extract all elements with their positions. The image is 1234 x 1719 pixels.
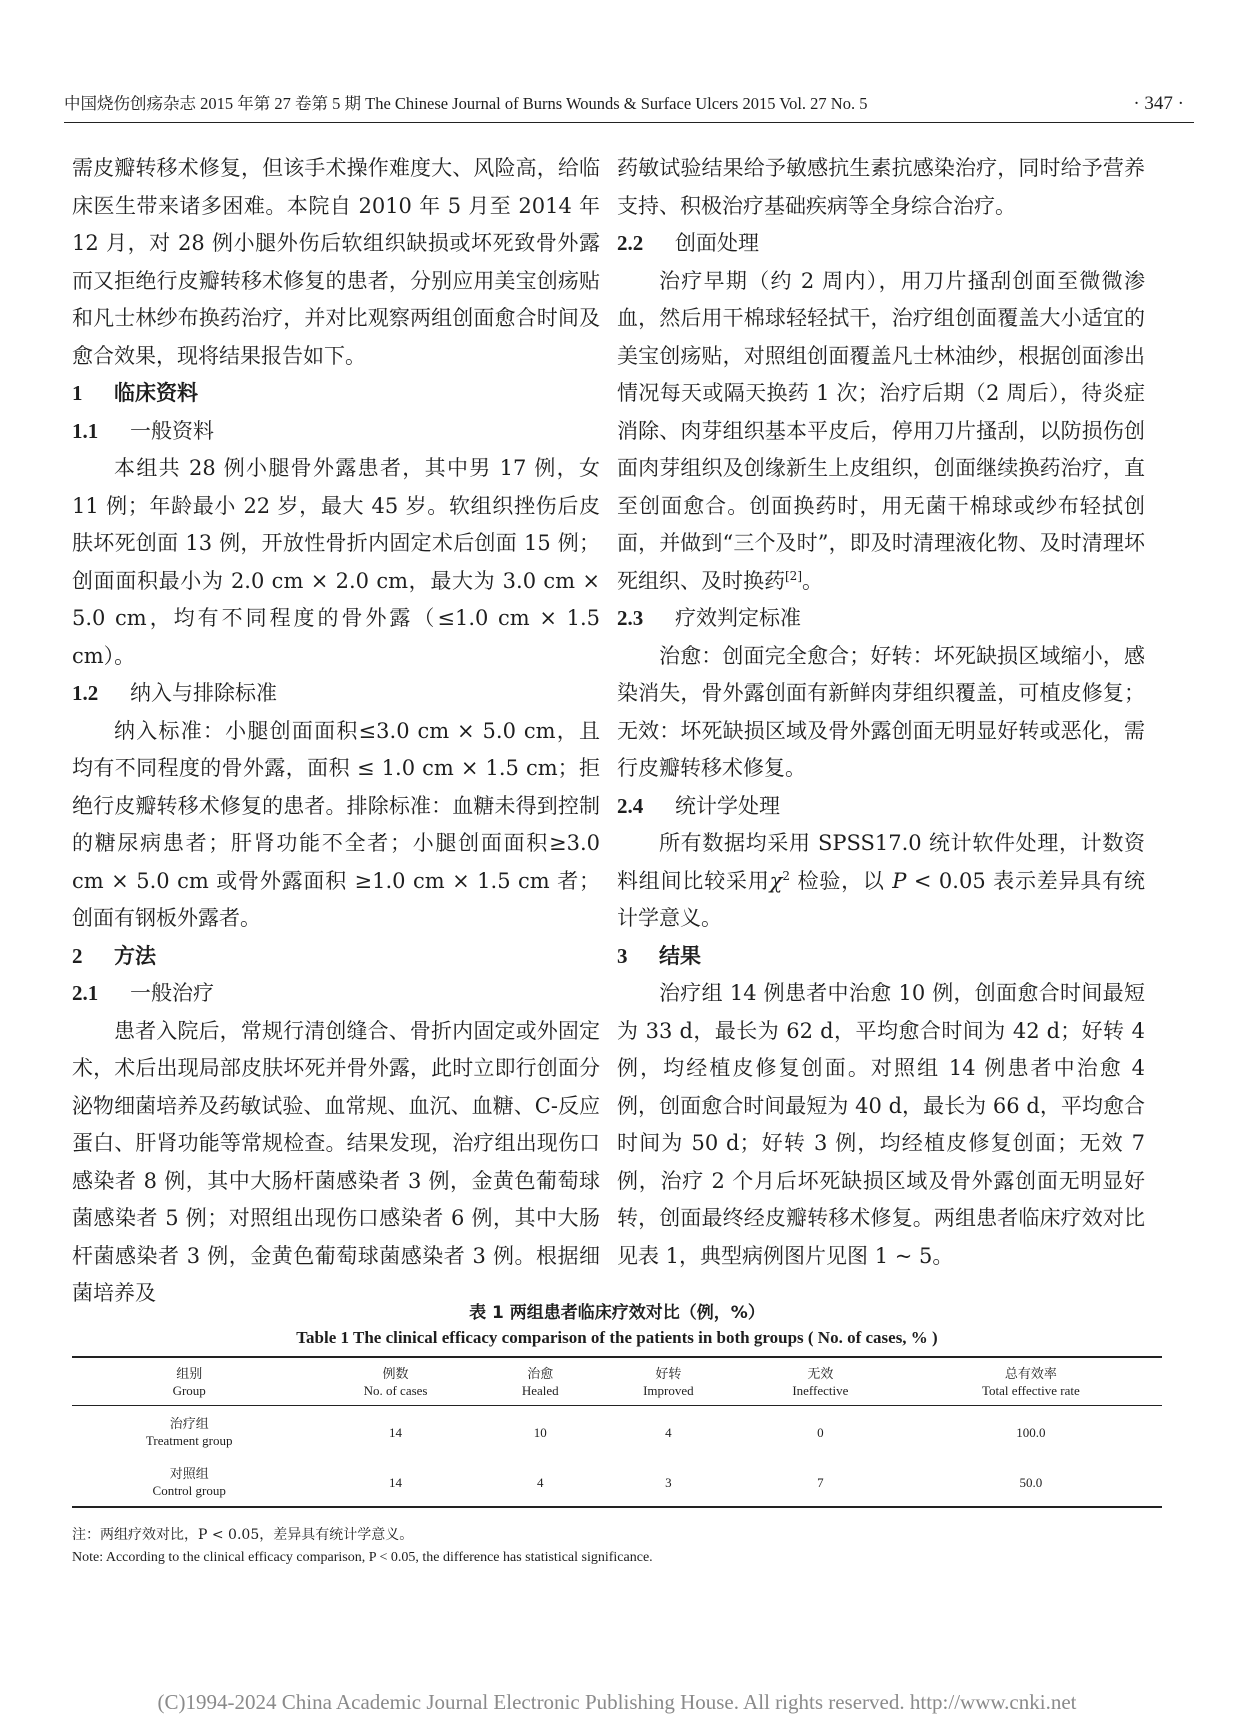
cell-improved: 4: [665, 1424, 672, 1440]
header-en: Group: [172, 1383, 206, 1398]
table-row: [72, 1406, 1162, 1457]
section-number: 2.1: [72, 981, 99, 1005]
copyright-footer: (C)1994-2024 China Academic Journal Electronic Publishing House. All rights reserved. http://www.cnki.net: [157, 1690, 1077, 1714]
section-number: 1.2: [72, 681, 99, 705]
header-en: Healed: [521, 1383, 559, 1398]
table-caption-chinese: 表 1 两组患者临床疗效对比（例，%）: [469, 1303, 765, 1323]
section-number: 2.2: [617, 231, 644, 255]
header-cn: 例数: [382, 1366, 409, 1381]
running-header: [64, 86, 1194, 123]
header-cn: 总有效率: [1004, 1366, 1057, 1381]
section-title: 统计学处理: [675, 793, 780, 818]
section-number: 1: [72, 381, 83, 405]
chi-superscript: 2: [782, 868, 791, 883]
cell-healed: 10: [533, 1424, 547, 1440]
section-1-heading: [72, 375, 600, 413]
header-cn: 无效: [807, 1366, 834, 1381]
header-en: No. of cases: [363, 1383, 428, 1398]
header-total-rate: [900, 1357, 1162, 1406]
section-number: 3: [617, 943, 628, 968]
section-title: 临床资料: [114, 381, 198, 405]
header-cn: 组别: [176, 1366, 203, 1381]
section-title: 一般资料: [130, 418, 214, 443]
section-2-heading: [72, 938, 600, 976]
paragraph-text: 检验，以: [790, 868, 893, 893]
cell-cases: 14: [389, 1474, 403, 1490]
section-2-4-heading: [617, 788, 1145, 826]
journal-running-title: 中国烧伤创疡杂志 2015 年第 27 卷第 5 期 The Chinese Journal of Burns Wounds & Surface Ulcers 2015 Vol. 27 No. 5: [64, 94, 868, 113]
section-title: 结果: [659, 943, 701, 968]
p-symbol: P: [892, 868, 907, 893]
paragraph-text: < 0.05 表示差异具有统计学意义。: [617, 868, 1145, 930]
section-title: 纳入与排除标准: [130, 681, 277, 705]
section-number: 2.4: [617, 793, 644, 818]
group-en: Treatment group: [145, 1433, 233, 1448]
cell-ineffective: 7: [817, 1474, 824, 1490]
section-2-3-paragraph: 治愈：创面完全愈合；好转：坏死缺损区域缩小，感染消失，骨外露创面有新鲜肉芽组织覆盖，可植皮修复；无效：坏死缺损区域及骨外露创面无明显好转或恶化，需行皮瓣转移术修复。: [617, 643, 1145, 780]
cell-group: [72, 1406, 306, 1457]
table-note-chinese: 注：两组疗效对比，P < 0.05，差异具有统计学意义。: [72, 1527, 414, 1543]
intro-paragraph: 需皮瓣转移术修复，但该手术操作难度大、风险高，给临床医生带来诸多困难。本院自 2010 年 5 月至 2014 年 12 月，对 28 例小腿外伤后软组织缺损或坏死致骨外露而又拒绝行皮瓣转移术修复的患者，分别应用美宝创疡贴和凡士林纱布换药治疗，并对比观察两组创面愈合时间及愈合效果，现将结果报告如下。: [72, 156, 600, 368]
table-row: [72, 1456, 1162, 1507]
section-title: 一般治疗: [130, 981, 214, 1005]
paragraph-text: 治疗早期（约 2 周内），用刀片搔刮创面至微微渗血，然后用干棉球轻轻拭干，治疗组创面覆盖大小适宜的美宝创疡贴，对照组创面覆盖凡士林油纱，根据创面渗出情况每天或隔天换药 1 次；治疗后期（2 周后），待炎症消除、肉芽组织基本平皮后，停用刀片搔刮，以防损伤创面肉芽组织及创缘新生上皮组织，创面继续换药治疗，直至创面愈合。创面换药时，用无菌干棉球或纱布轻拭创面，并做到“三个及时”，即及时清理液化物、及时清理坏死组织、及时换药: [617, 268, 1145, 593]
section-1-2-paragraph: 纳入标准：小腿创面面积≤3.0 cm × 5.0 cm，且均有不同程度的骨外露，面积 ≤ 1.0 cm × 1.5 cm；拒绝行皮瓣转移术修复的患者。排除标准：血糖未得到控制的糖尿病患者；肝肾功能不全者；小腿创面面积≥3.0 cm × 5.0 cm 或骨外露面积 ≥1.0 cm × 1.5 cm 者；创面有钢板外露者。: [72, 718, 600, 930]
group-en: Control group: [152, 1483, 226, 1498]
table-note-english: Note: According to the clinical efficacy comparison, P < 0.05, the difference has statistical significance.: [72, 1550, 653, 1565]
cell-healed: 4: [536, 1474, 544, 1490]
header-group: [72, 1357, 306, 1406]
cell-cases: 14: [389, 1424, 403, 1440]
table-header-row: [72, 1357, 1162, 1406]
header-cn: 治愈: [527, 1366, 554, 1381]
group-cn: 对照组: [169, 1466, 209, 1481]
section-title: 创面处理: [675, 231, 759, 255]
section-title: 疗效判定标准: [675, 606, 801, 630]
group-cn: 治疗组: [169, 1416, 209, 1431]
cell-improved: 3: [665, 1474, 672, 1490]
section-2-2-heading: [617, 225, 1145, 263]
cell-group: [72, 1456, 306, 1507]
cell-total-rate: 50.0: [1019, 1474, 1043, 1490]
header-healed: [485, 1357, 596, 1406]
header-en: Improved: [643, 1383, 694, 1398]
section-2-3-heading: [617, 600, 1145, 638]
header-cases: [306, 1357, 484, 1406]
table-caption-english: Table 1 The clinical efficacy comparison of the patients in both groups ( No. of cases, % ): [296, 1328, 938, 1347]
section-2-1-heading: [72, 975, 600, 1013]
header-cn: 好转: [655, 1366, 682, 1381]
header-en: Total effective rate: [982, 1383, 1080, 1398]
efficacy-table: [72, 1356, 1162, 1508]
section-2-4-paragraph: [617, 825, 1145, 938]
section-2-1-paragraph: 患者入院后，常规行清创缝合、骨折内固定或外固定术，术后出现局部皮肤坏死并骨外露，此时立即行创面分泌物细菌培养及药敏试验、血常规、血沉、血糖、C-反应蛋白、肝肾功能等常规检查。结果发现，治疗组出现伤口感染者 8 例，其中大肠杆菌感染者 3 例，金黄色葡萄球菌感染者 5 例；对照组出现伤口感染者 6 例，其中大肠杆菌感染者 3 例，金黄色葡萄球菌感染者 3 例。根据细菌培养及: [72, 1018, 600, 1305]
cell-total-rate: 100.0: [1016, 1424, 1046, 1440]
cell-ineffective: 0: [817, 1424, 824, 1440]
section-title: 方法: [114, 943, 156, 968]
section-3-paragraph: 治疗组 14 例患者中治愈 10 例，创面愈合时间最短为 33 d，最长为 62 d，平均愈合时间为 42 d；好转 4 例，均经植皮修复创面。对照组 14 例患者中治愈 4 例，创面愈合时间最短为 40 d，最长为 66 d，平均愈合时间为 50 d；好转 3 例，均经植皮修复创面；无效 7 例，治疗 2 个月后坏死缺损区域及骨外露创面无明显好转，创面最终经皮瓣转移术修复。两组患者临床疗效对比见表 1，典型病例图片见图 1 ~ 5。: [617, 981, 1145, 1268]
chi-symbol: χ: [769, 868, 783, 893]
page-number: · 347 ·: [1133, 93, 1184, 114]
citation-reference: [2]: [785, 568, 802, 583]
header-en: Ineffective: [792, 1383, 849, 1398]
section-number: 2.3: [617, 606, 644, 630]
header-ineffective: [741, 1357, 900, 1406]
section-1-1-heading: [72, 413, 600, 451]
header-improved: [596, 1357, 741, 1406]
right-column: [617, 150, 1145, 1275]
section-2-2-paragraph: [617, 263, 1145, 601]
paragraph-end: 。: [802, 568, 823, 593]
section-number: 1.1: [72, 418, 99, 443]
section-number: 2: [72, 943, 83, 968]
section-1-2-heading: [72, 675, 600, 713]
section-3-heading: [617, 938, 1145, 976]
left-column: [72, 150, 600, 1313]
paragraph-text: 所有数据均采用 SPSS17.0 统计软件处理，计数资料组间比较采用: [617, 831, 1145, 893]
continued-paragraph: 药敏试验结果给予敏感抗生素抗感染治疗，同时给予营养支持、积极治疗基础疾病等全身综合治疗。: [617, 156, 1145, 218]
section-1-1-paragraph: 本组共 28 例小腿骨外露患者，其中男 17 例，女 11 例；年龄最小 22 岁，最大 45 岁。软组织挫伤后皮肤坏死创面 13 例，开放性骨折内固定术后创面 15 例；创面面积最小为 2.0 cm × 2.0 cm，最大为 3.0 cm × 5.0 cm，均有不同程度的骨外露（≤1.0 cm × 1.5 cm）。: [72, 456, 600, 668]
